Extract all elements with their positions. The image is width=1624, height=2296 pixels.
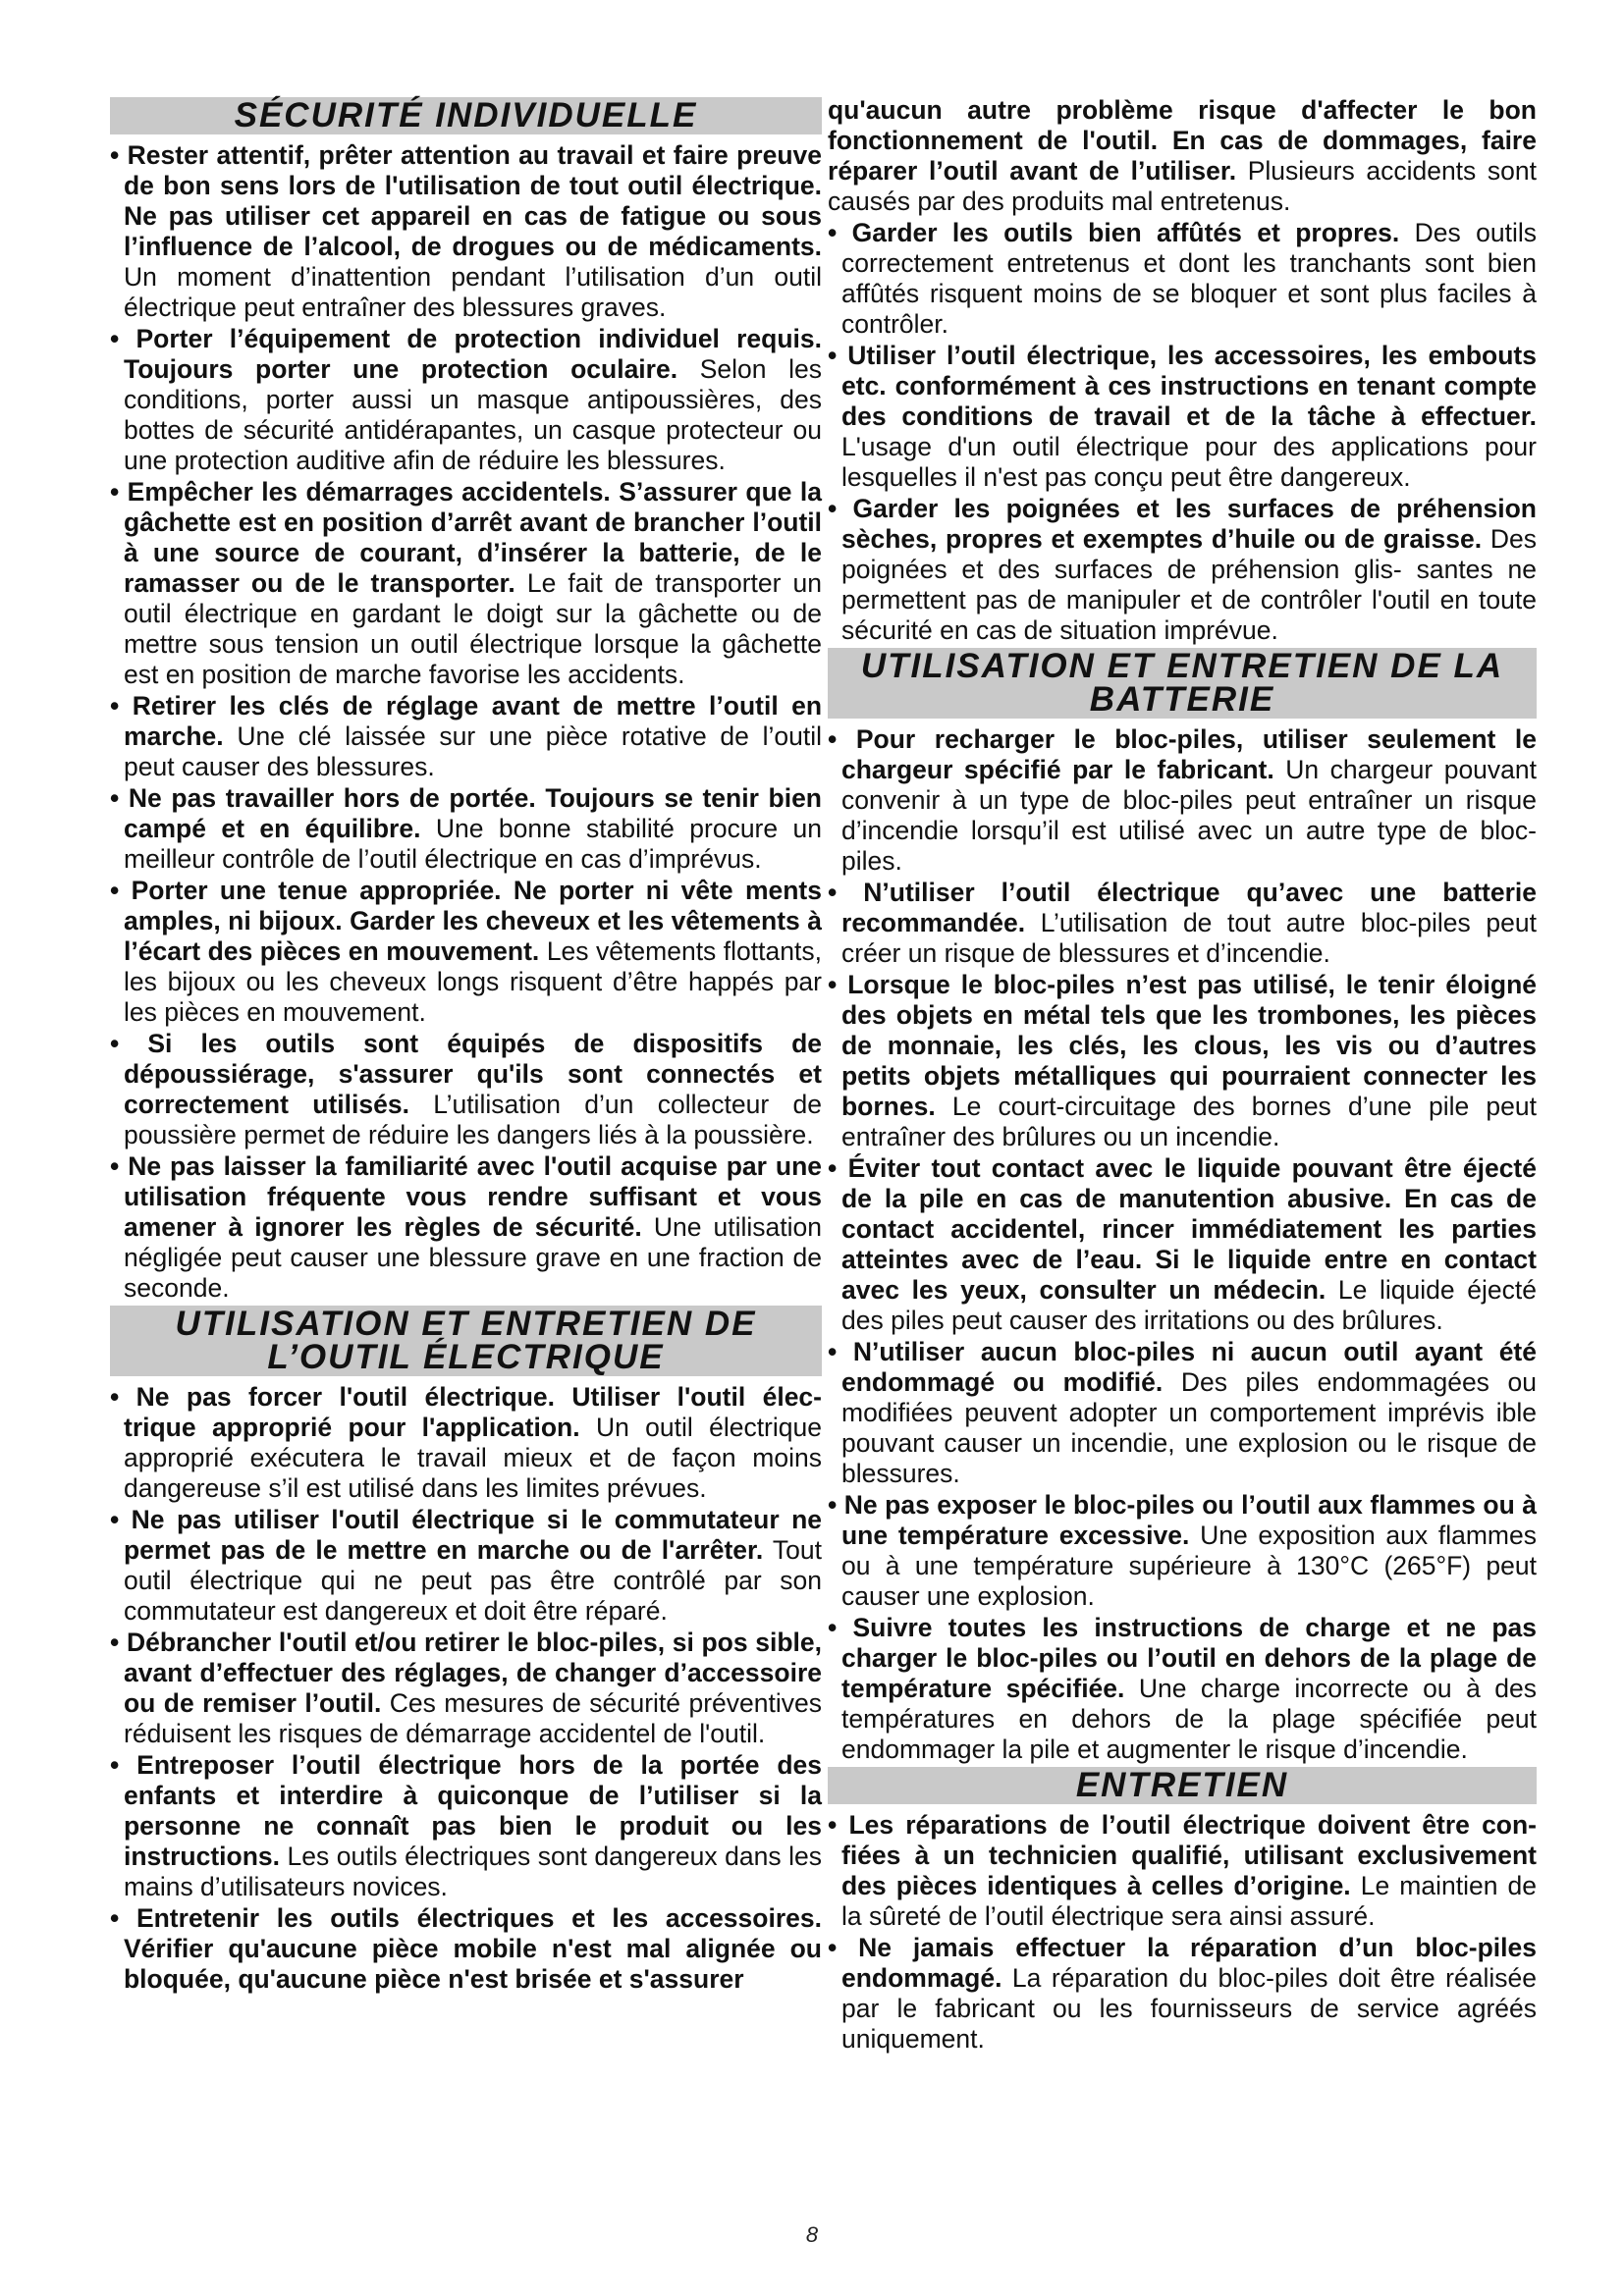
- bullet-icon: •: [110, 783, 129, 813]
- bullet-lead: Ne pas forcer l'outil électrique. Utiliser l'outil élec- trique approprié pour l'application.: [124, 1382, 822, 1442]
- bullet-lead: Rester attentif, prêter attention au travail et faire preuve de bon sens lors de l'utilisation de tout outil électrique. Ne pas utiliser cet appareil en cas de fatigue ou sous l’influence de l’alcool, de drogues ou de médicaments.: [124, 140, 822, 261]
- bullet-lead: Ne pas exposer le bloc-piles ou l’outil aux flammes ou à une température excessive.: [841, 1490, 1538, 1550]
- bullet-text: Un outil électrique approprié exécutera le travail mieux et de façon moins dangereuse s’il est utilisé dans les limites prévues.: [124, 1413, 822, 1503]
- bullet-icon: •: [110, 691, 133, 721]
- bullet-icon: •: [110, 1750, 137, 1780]
- bullet-item: [110, 1505, 822, 1627]
- bullet-lead: Les réparations de l’outil électrique doivent être con- fiées à un technicien qualifié, utilisant exclusivement des pièces identiques à celles d’origine.: [841, 1810, 1538, 1900]
- bullet-text: Le fait de transporter un outil électrique en gardant le doigt sur la gâchette ou de mettre sous tension un outil électrique lorsque la gâchette est en position de marche favorise les accidents.: [124, 568, 822, 689]
- bullet-text: L’utilisation de tout autre bloc-piles peut créer un risque de blessures et d’incendie.: [841, 908, 1537, 968]
- bullet-lead: Entretenir les outils électriques et les accessoires. Vérifier qu'aucune pièce mobile n'est mal alignée ou bloquée, qu'aucune pièce n'est brisée et s'assurer: [124, 1903, 822, 1994]
- bullet-icon: •: [110, 1628, 127, 1657]
- bullet-item: [110, 783, 822, 875]
- bullet-text: Des piles endommagées ou modifiées peuvent adopter un comportement imprévis ible pouvant causer un incendie, une explosion ou le risque de blessures.: [841, 1367, 1537, 1488]
- bullet-icon: •: [110, 1382, 136, 1412]
- bullet-text: Des poignées et des surfaces de préhension glis- santes ne permettent pas de manipuler et de contrôler l'outil en toute sécurité en cas de situation imprévue.: [841, 524, 1537, 645]
- bullet-icon: •: [828, 878, 864, 907]
- bullet-icon: •: [828, 218, 852, 247]
- bullet-icon: •: [110, 1151, 129, 1181]
- bullet-item: [110, 1029, 822, 1150]
- bullet-item: [828, 724, 1537, 877]
- bullet-lead: Entreposer l’outil électrique hors de la portée des enfants et interdire à quiconque de l’utiliser si la personne ne connaît pas bien le produit ou les instructions.: [124, 1750, 822, 1871]
- bullet-text: Le maintien de la sûreté de l’outil électrique sera ainsi assuré.: [841, 1871, 1537, 1931]
- bullet-lead: Pour recharger le bloc-piles, utiliser seulement le chargeur spécifié par le fabricant.: [841, 724, 1538, 784]
- bullet-text: Le court-circuitage des bornes d’une pile peut entraîner des brûlures ou un incendie.: [841, 1092, 1537, 1151]
- bullet-item: [828, 1490, 1537, 1612]
- bullet-text: L’utilisation d’un collecteur de poussière permet de réduire les dangers liés à la poussière.: [124, 1090, 822, 1149]
- continued-lead: qu'aucun autre problème risque d'affecter le bon fonctionnement de l'outil. En cas de dommages, faire réparer l’outil avant de l’utiliser.: [828, 95, 1537, 186]
- bullet-lead: Garder les poignées et les surfaces de préhension sèches, propres et exemptes d’huile ou de graisse.: [841, 494, 1537, 554]
- bullet-lead: Porter une tenue appropriée. Ne porter ni vête ments amples, ni bijoux. Garder les cheveux et les vêtements à l’écart des pièces en mouvement.: [124, 876, 822, 966]
- bullet-icon: •: [828, 494, 853, 523]
- bullet-icon: •: [110, 324, 136, 353]
- bullet-item: [110, 1151, 822, 1304]
- bullet-text: Un moment d’inattention pendant l’utilisation d’un outil électrique peut entraîner des blessures graves.: [124, 262, 822, 322]
- bullet-icon: •: [828, 724, 856, 754]
- bullet-item: [110, 324, 822, 476]
- bullet-icon: •: [828, 1933, 859, 1962]
- heading-securite-individuelle: SÉCURITÉ INDIVIDUELLE: [110, 97, 822, 134]
- bullet-lead: Éviter tout contact avec le liquide pouvant être éjecté de la pile en cas de manutention abusive. En cas de contact accidentel, rincer immédiatement les parties atteintes avec de l’eau. Si le liquide entre en contact avec les yeux, consulter un médecin.: [841, 1153, 1537, 1305]
- bullet-text: Les outils électriques sont dangereux dans les mains d’utilisateurs novices.: [124, 1842, 822, 1901]
- bullet-icon: •: [828, 1613, 853, 1642]
- bullet-icon: •: [110, 876, 132, 905]
- bullet-lead: Ne jamais effectuer la réparation d’un bloc-piles endommagé.: [841, 1933, 1538, 1993]
- bullet-text: Des outils correctement entretenus et dont les tranchants sont bien affûtés risquent moins de se bloquer et sont plus faciles à contrôler.: [841, 218, 1537, 339]
- bullet-text: Un chargeur pouvant convenir à un type de bloc-piles peut entraîner un risque d’incendie lorsqu’il est utilisé avec un autre type de bloc-piles.: [841, 755, 1538, 876]
- bullet-item: [828, 1810, 1537, 1932]
- bullet-text: Selon les conditions, porter aussi un masque antipoussières, des bottes de sécurité antidérapantes, un casque protecteur ou une protection auditive afin de réduire les blessures.: [124, 354, 822, 475]
- bullet-lead: Suivre toutes les instructions de charge et ne pas charger le bloc-piles ou l’outil en dehors de la plage de température spécifiée.: [841, 1613, 1538, 1703]
- bullet-item: [110, 691, 822, 782]
- bullet-icon: •: [828, 1153, 848, 1183]
- bullet-icon: •: [828, 970, 848, 999]
- bullet-lead: Débrancher l'outil et/ou retirer le bloc-piles, si pos sible, avant d’effectuer des réglages, de changer d’accessoire ou de remiser l’outil.: [124, 1628, 822, 1718]
- bullet-icon: •: [110, 1903, 136, 1933]
- bullet-icon: •: [828, 1810, 849, 1840]
- bullet-icon: •: [110, 477, 128, 507]
- bullet-text: Une exposition aux flammes ou à une température supérieure à 130°C (265°F) peut causer une explosion.: [841, 1521, 1537, 1611]
- bullet-item: [110, 1628, 822, 1749]
- bullet-text: L'usage d'un outil électrique pour des applications pour lesquelles il n'est pas conçu peut être dangereux.: [841, 432, 1537, 492]
- bullet-item: [828, 1613, 1537, 1765]
- bullet-icon: •: [110, 140, 128, 170]
- bullet-lead: Garder les outils bien affûtés et propres.: [851, 218, 1400, 247]
- heading-utilisation-outil: UTILISATION ET ENTRETIEN DE L’OUTIL ÉLECTRIQUE: [110, 1306, 822, 1376]
- bullet-item: [110, 1903, 822, 1995]
- bullet-lead: Si les outils sont équipés de dispositifs de dépoussiérage, s'assurer qu'ils sont connectés et correctement utilisés.: [124, 1029, 822, 1119]
- heading-entretien: ENTRETIEN: [828, 1767, 1537, 1804]
- bullet-item: [110, 477, 822, 690]
- bullet-lead: Ne pas laisser la familiarité avec l'outil acquise par une utilisation fréquente vous rendre suffisant et vous amener à ignorer les règles de sécurité.: [124, 1151, 822, 1242]
- bullet-item: [110, 140, 822, 323]
- bullet-item: [828, 494, 1537, 646]
- bullet-item: [828, 970, 1537, 1152]
- bullet-text: Une bonne stabilité procure un meilleur contrôle de l’outil électrique en cas d’imprévus.: [124, 814, 822, 874]
- continued-text: Plusieurs accidents sont causés par des produits mal entretenus.: [828, 156, 1537, 216]
- bullet-item: [828, 1153, 1537, 1336]
- section-entretien: [828, 1810, 1537, 2055]
- bullet-lead: Lorsque le bloc-piles n’est pas utilisé, le tenir éloigné des objets en métal tels que les trombones, les pièces de monnaie, les clés, les clous, les vis ou d’autres petits objets métalliques qui pourraient connecter les bornes.: [841, 970, 1538, 1121]
- bullet-lead: Retirer les clés de réglage avant de mettre l’outil en marche.: [124, 691, 823, 751]
- bullet-item: [828, 341, 1537, 493]
- bullet-text: Tout outil électrique qui ne peut pas être contrôlé par son commutateur est dangereux et doit être réparé.: [124, 1535, 822, 1626]
- bullet-item: [828, 218, 1537, 340]
- bullet-text: Une clé laissée sur une pièce rotative de l’outil peut causer des blessures.: [124, 721, 822, 781]
- left-column: [110, 95, 822, 1996]
- section-batterie: [828, 724, 1537, 1765]
- bullet-text: Une charge incorrecte ou à des températures en dehors de la plage spécifiée peut endommager la pile et augmenter le risque d’incendie.: [841, 1674, 1537, 1764]
- section-securite-individuelle: [110, 140, 822, 1304]
- bullet-lead: Ne pas travailler hors de portée. Toujours se tenir bien campé et en équilibre.: [124, 783, 822, 843]
- section-utilisation-outil: [110, 1382, 822, 1995]
- bullet-item: [828, 1337, 1537, 1489]
- bullet-icon: •: [110, 1505, 132, 1534]
- bullet-item: [110, 1382, 822, 1504]
- bullet-text: La réparation du bloc-piles doit être réalisée par le fabricant ou les fournisseurs de service agréés uniquement.: [841, 1963, 1537, 2054]
- bullet-text: Le liquide éjecté des piles peut causer des irritations ou des brûlures.: [841, 1275, 1537, 1335]
- bullet-icon: •: [828, 1337, 853, 1366]
- continued-paragraph: [828, 95, 1537, 217]
- bullet-lead: Utiliser l’outil électrique, les accessoires, les embouts etc. conformément à ces instructions en tenant compte des conditions de travail et de la tâche à effectuer.: [841, 341, 1537, 431]
- bullet-icon: •: [828, 341, 848, 370]
- right-column: [828, 95, 1537, 2056]
- bullet-lead: Ne pas utiliser l'outil électrique si le commutateur ne permet pas de le mettre en marche ou de l'arrêter.: [124, 1505, 822, 1565]
- bullet-lead: Empêcher les démarrages accidentels. S’assurer que la gâchette est en position d’arrêt avant de brancher l’outil à une source de courant, d’insérer la batterie, de le ramasser ou de le transporter.: [124, 477, 822, 598]
- bullet-item: [110, 876, 822, 1028]
- bullet-lead: N’utiliser l’outil électrique qu’avec une batterie recommandée.: [841, 878, 1537, 937]
- bullet-icon: •: [828, 1490, 844, 1520]
- heading-utilisation-batterie: UTILISATION ET ENTRETIEN DE LA BATTERIE: [828, 648, 1537, 719]
- bullet-lead: N’utiliser aucun bloc-piles ni aucun outil ayant été endommagé ou modifié.: [841, 1337, 1537, 1397]
- bullet-item: [110, 1750, 822, 1902]
- bullet-item: [828, 878, 1537, 969]
- bullet-icon: •: [110, 1029, 148, 1058]
- bullet-text: Ces mesures de sécurité préventives réduisent les risques de démarrage accidentel de l'outil.: [124, 1688, 822, 1748]
- page-number: 8: [805, 2222, 819, 2247]
- bullet-item: [828, 1933, 1537, 2055]
- bullet-text: Une utilisation négligée peut causer une blessure grave en une fraction de seconde.: [124, 1212, 822, 1303]
- bullet-text: Les vêtements flottants, les bijoux ou les cheveux longs risquent d’être happés par les pièces en mouvement.: [124, 936, 822, 1027]
- bullet-lead: Porter l’équipement de protection individuel requis. Toujours porter une protection oculaire.: [124, 324, 823, 384]
- section-outil-suite: [828, 218, 1537, 646]
